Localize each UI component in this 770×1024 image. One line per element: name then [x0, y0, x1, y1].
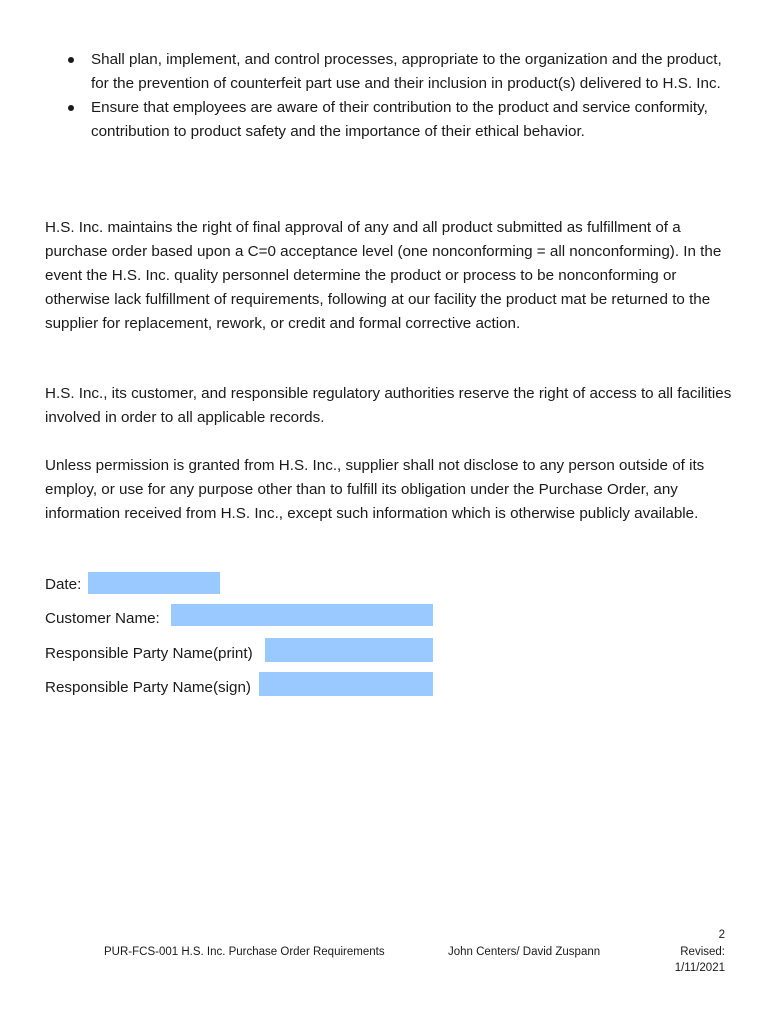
- revised-label: Revised:: [680, 945, 725, 958]
- bullet-text: Ensure that employees are aware of their contribution to the product and service conformity, contribution to product safety and the importance of their ethical behavior.: [91, 99, 708, 140]
- responsible-party-sign-field[interactable]: [259, 672, 433, 696]
- bullet-icon: [68, 57, 74, 63]
- footer-authors: John Centers/ David Zuspann: [448, 946, 601, 958]
- footer-revision-block: [675, 927, 725, 977]
- customer-name-field[interactable]: [171, 604, 433, 626]
- approval-paragraph: H.S. Inc. maintains the right of final approval of any and all product submitted as fulfillment of a purchase order based upon a C=0 acceptance level (one nonconforming = all nonconforming). In the event the H.S. Inc. quality personnel determine the product or process to be nonconforming or otherwise lack fulfillment of requirements, following at our facility the product mat be returned to the supplier for replacement, rework, or credit and formal corrective action.: [45, 219, 722, 332]
- responsible-party-print-field[interactable]: [265, 638, 433, 662]
- bullet-icon: [68, 105, 74, 111]
- date-label: Date:: [45, 576, 82, 593]
- list-item: [68, 96, 738, 144]
- revised-date: 1/11/2021: [674, 962, 725, 974]
- date-field[interactable]: [88, 572, 220, 594]
- disclosure-paragraph: Unless permission is granted from H.S. Inc., supplier shall not disclose to any person outside of its employ, or use for any purpose other than to fulfill its obligation under the Purchase Order, any information received from H.S. Inc., except such information which is otherwise publicly available.: [45, 457, 705, 522]
- responsible-party-print-label: Responsible Party Name(print): [45, 645, 253, 662]
- requirements-bullet-list: [68, 48, 738, 144]
- customer-name-label: Customer Name:: [45, 610, 160, 627]
- access-paragraph: H.S. Inc., its customer, and responsible regulatory authorities reserve the right of access to all facilities involved in order to all applicable records.: [45, 385, 732, 426]
- page-number: 2: [718, 929, 725, 941]
- bullet-text: Shall plan, implement, and control processes, appropriate to the organization and the product, for the prevention of counterfeit part use and their inclusion in product(s) delivered to H.S. Inc.: [91, 51, 722, 92]
- list-item: [68, 48, 738, 96]
- responsible-party-sign-label: Responsible Party Name(sign): [45, 679, 251, 696]
- footer-document-id: PUR-FCS-001 H.S. Inc. Purchase Order Requirements: [104, 946, 385, 958]
